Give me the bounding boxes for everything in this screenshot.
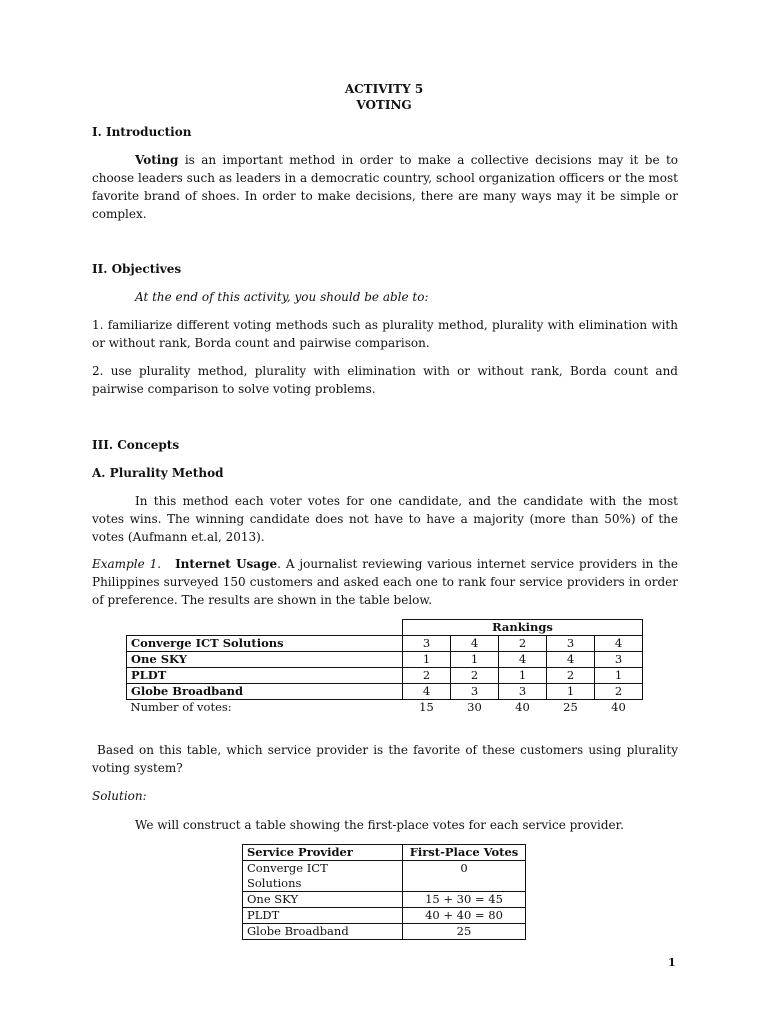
example-paragraph: Example 1. Internet Usage. A journalist reviewing various internet service providers in the Philippines surveyed 150 customers and asked each one to rank four service providers in order of preference. The results are shown in the table below. xyxy=(92,557,678,607)
header-first-place-votes: First-Place Votes xyxy=(403,845,526,861)
intro-heading: I. Introduction xyxy=(92,125,192,139)
concepts-heading: III. Concepts xyxy=(92,438,180,452)
activity-title: ACTIVITY 5 VOTING xyxy=(344,82,424,112)
question-paragraph: Based on this table, which service provider is the favorite of these customers using plurality voting system? xyxy=(92,743,678,775)
solution-label: Solution: xyxy=(92,789,147,803)
objectives-lead: At the end of this activity, you should be able to: xyxy=(135,290,429,304)
plurality-paragraph: In this method each voter votes for one candidate, and the candidate with the most votes wins. The winning candidate does not have to have a majority (more than 50%) of the votes (Aufmann et.al, 2013). xyxy=(92,494,678,544)
objective-item-2: 2. use plurality method, plurality with elimination with or without rank, Borda count and pairwise comparison to solve voting problems. xyxy=(92,364,678,396)
rankings-table xyxy=(126,619,643,715)
plurality-heading: A. Plurality Method xyxy=(92,466,224,480)
table-row: PLDT 2 2 1 2 1 xyxy=(127,668,643,684)
table-row: One SKY 1 1 4 4 3 xyxy=(127,652,643,668)
table-row: One SKY 15 + 30 = 45 xyxy=(243,892,526,908)
votes-label: Number of votes: xyxy=(130,700,232,714)
table-row: Globe Broadband 25 xyxy=(243,924,526,940)
table-row: Globe Broadband 4 3 3 1 2 xyxy=(127,684,643,700)
intro-paragraph: Voting is an important method in order to make a collective decisions may it be to choose leaders such as leaders in a democratic country, school organization officers or the most favorite brand of shoes. In order to make decisions, there are many ways may it be simple or complex. xyxy=(92,153,678,221)
first-place-table xyxy=(242,844,526,940)
page-number: 1 xyxy=(668,956,676,969)
header-service-provider: Service Provider xyxy=(243,845,403,861)
table-row: Converge ICT Solutions 0 xyxy=(243,861,526,892)
objectives-heading: II. Objectives xyxy=(92,262,182,276)
table-row: Converge ICT Solutions 3 4 2 3 4 xyxy=(127,636,643,652)
table-row: PLDT 40 + 40 = 80 xyxy=(243,908,526,924)
votes-row: Number of votes: 15 30 40 25 40 xyxy=(127,700,643,716)
rankings-header: Rankings xyxy=(403,620,643,636)
solution-text: We will construct a table showing the first-place votes for each service provider. xyxy=(135,818,624,832)
objective-item-1: 1. familiarize different voting methods such as plurality method, plurality with elimination with or without rank, Borda count and pairwise comparison. xyxy=(92,318,678,350)
